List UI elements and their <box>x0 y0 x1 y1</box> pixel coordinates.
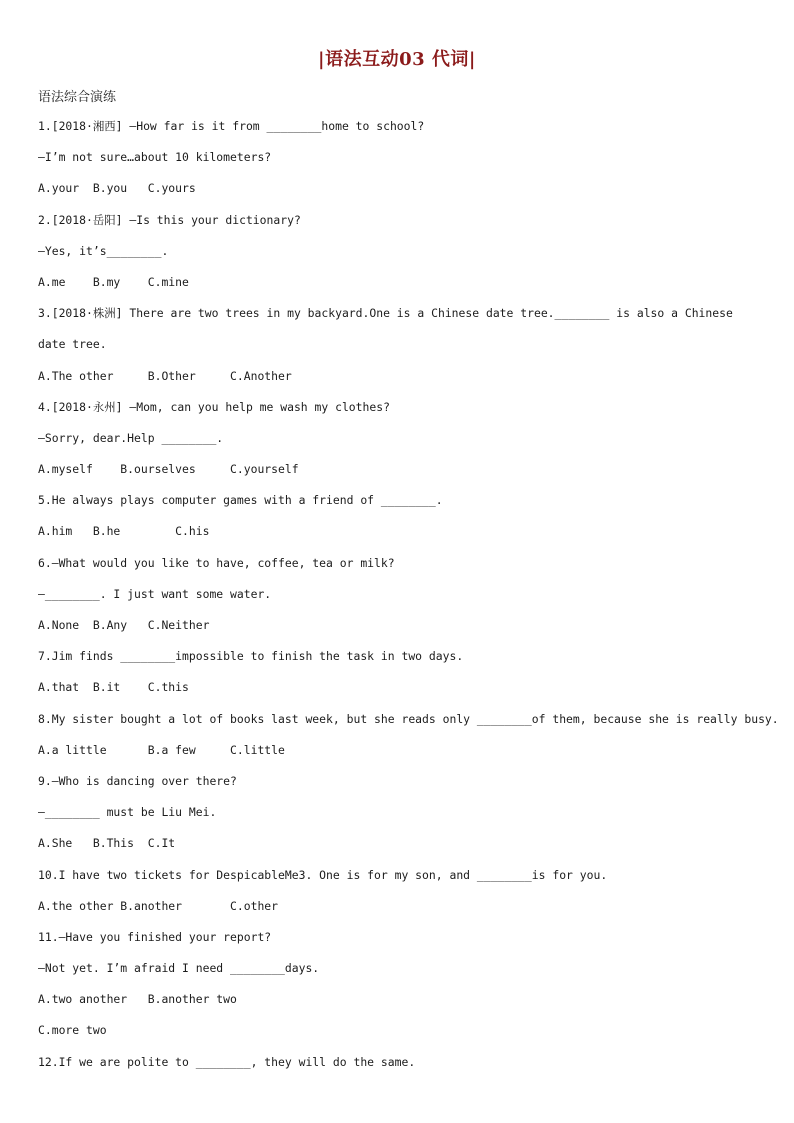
question-line: 11.—Have you finished your report? <box>38 929 272 944</box>
options-line: A.your B.you C.yours <box>38 181 196 196</box>
options-line: A.him B.he C.his <box>38 524 210 539</box>
options-line: A.She B.This C.It <box>38 836 176 851</box>
answer-line: —________. I just want some water. <box>38 586 272 601</box>
question-list <box>38 113 779 1080</box>
question-line: 9.—Who is dancing over there? <box>38 773 237 788</box>
answer-line: —________ must be Liu Mei. <box>38 805 217 820</box>
answer-line: —Yes, it’s________. <box>38 243 169 258</box>
question-line-continued: date tree. <box>38 337 107 352</box>
options-line: A.The other B.Other C.Another <box>38 368 292 383</box>
options-line: A.a little B.a few C.little <box>38 742 285 757</box>
answer-line: —Sorry, dear.Help ________. <box>38 430 224 445</box>
options-line: A.the other B.another C.other <box>38 898 279 913</box>
page-title: |语法互动03 代词| <box>318 49 476 70</box>
section-heading: 语法综合演练 <box>38 90 117 105</box>
options-line: A.that B.it C.this <box>38 680 189 695</box>
question-line: 2.[2018·岳阳] —Is this your dictionary? <box>38 212 301 227</box>
question-line: 1.[2018·湘西] —How far is it from ________home to school? <box>38 119 425 133</box>
question-line: 8.My sister bought a lot of books last week, but she reads only ________of them, because she is really busy. <box>38 711 779 726</box>
options-line: A.two another B.another two <box>38 992 237 1007</box>
options-line: A.me B.my C.mine <box>38 274 189 289</box>
answer-line: —I’m not sure…about 10 kilometers? <box>38 150 272 165</box>
options-line: A.None B.Any C.Neither <box>38 618 210 632</box>
question-line: 3.[2018·株洲] There are two trees in my backyard.One is a Chinese date tree.________ is also a Chinese <box>38 306 733 321</box>
options-line: C.more two <box>38 1023 107 1038</box>
answer-line: —Not yet. I’m afraid I need ________days. <box>38 961 320 976</box>
options-line: A.myself B.ourselves C.yourself <box>38 462 299 477</box>
question-line: 4.[2018·永州] —Mom, can you help me wash my clothes? <box>38 399 390 414</box>
question-line: 7.Jim finds ________impossible to finish the task in two days. <box>38 649 464 664</box>
question-line: 6.—What would you like to have, coffee, tea or milk? <box>38 555 395 570</box>
question-line: 5.He always plays computer games with a friend of ________. <box>38 493 443 508</box>
question-line: 10.I have two tickets for DespicableMe3. One is for my son, and ________is for you. <box>38 867 608 882</box>
question-line: 12.If we are polite to ________, they will do the same. <box>38 1054 416 1069</box>
